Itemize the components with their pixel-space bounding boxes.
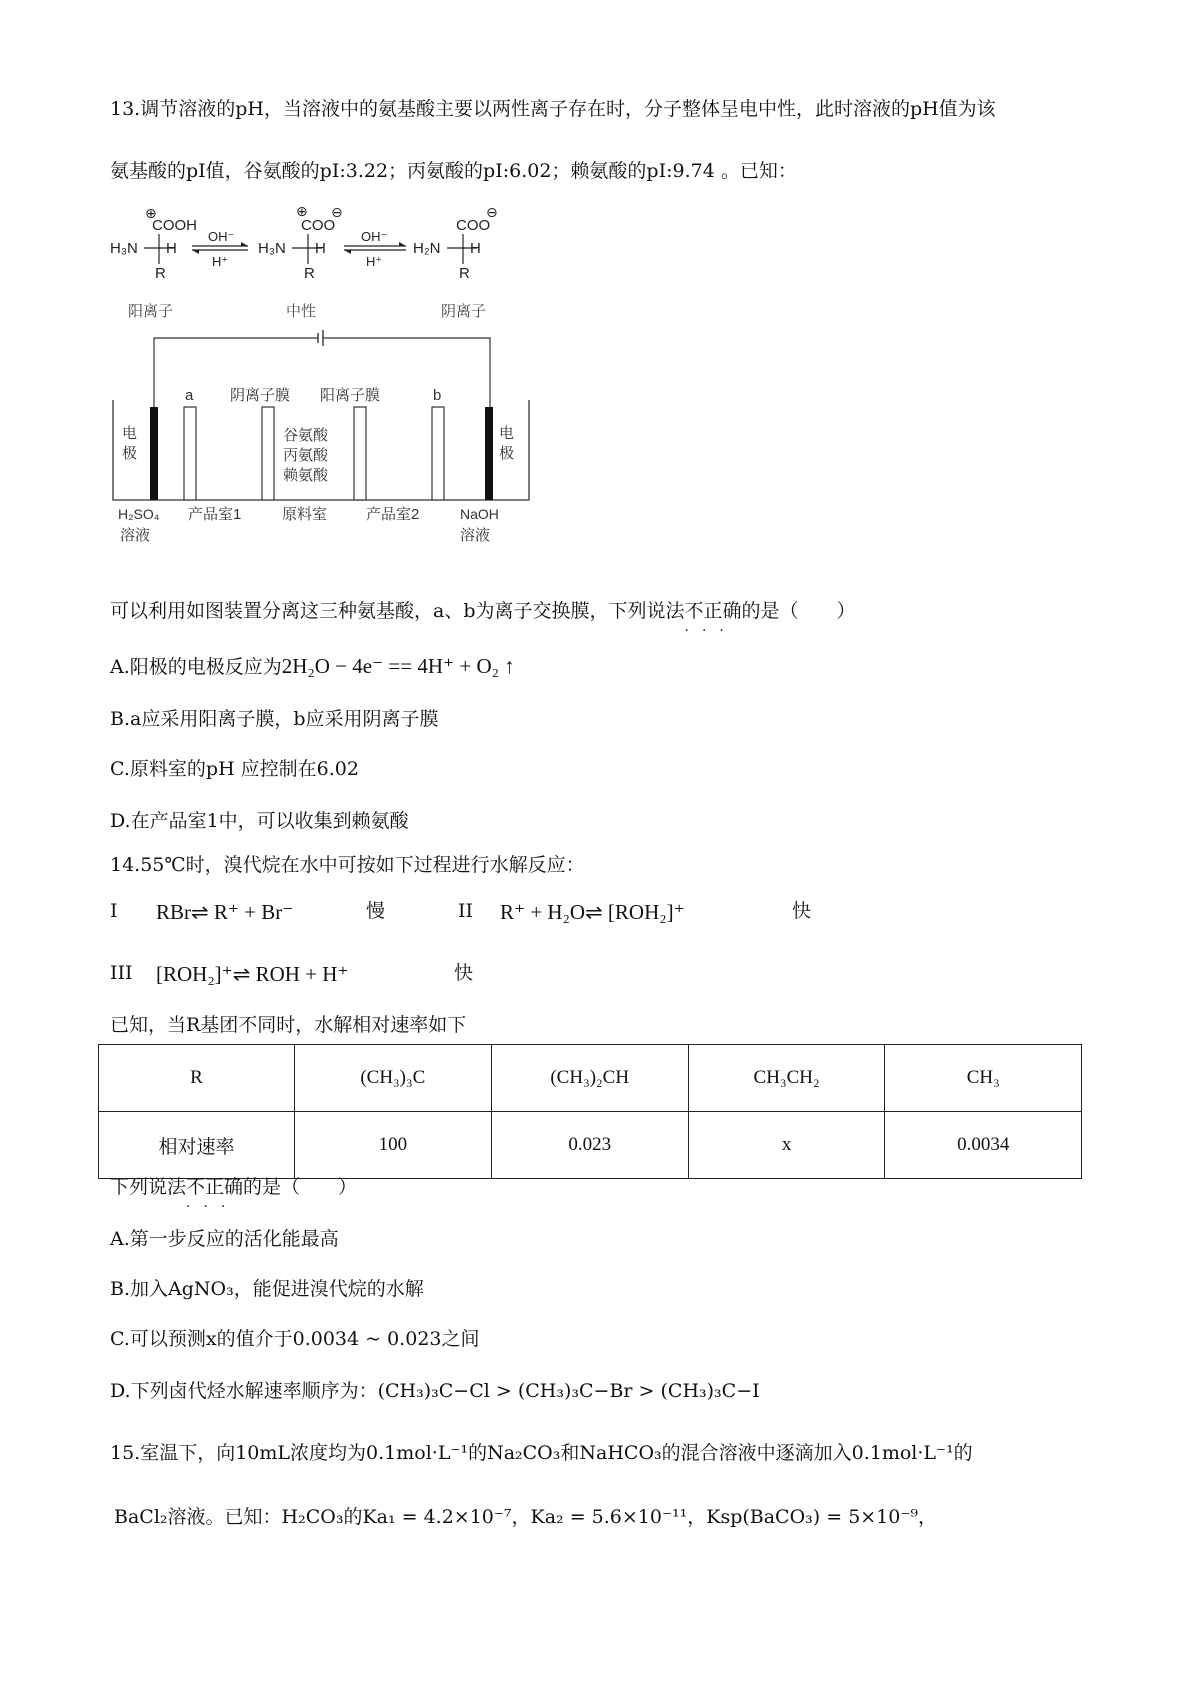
left-electrode-char2: 极	[122, 445, 138, 462]
neutral-h: H	[315, 240, 326, 257]
neutral-minus: ⊖	[331, 204, 343, 220]
membrane-anion	[262, 407, 274, 500]
arrow1-h: H⁺	[212, 254, 229, 269]
q14-step2-equation: R⁺ + H₂O⇌ [ROH₂]⁺	[500, 900, 685, 924]
table-cell: 0.023	[491, 1112, 688, 1179]
neutral-label: 中性	[286, 303, 317, 320]
anion-r: R	[459, 265, 470, 282]
q13-option-d: D.在产品室1中，可以收集到赖氨酸	[110, 810, 409, 832]
anion-membrane-label: 阴离子膜	[230, 387, 291, 404]
q14-stem: 下列说法不正确 ··· 的是（ ）	[110, 1176, 358, 1215]
membrane-b	[432, 407, 444, 500]
amino-acid-2: 丙氨酸	[283, 447, 329, 464]
table-row-header	[99, 1045, 1082, 1112]
right-electrode	[485, 407, 493, 500]
q13-option-a: A.阳极的电极反应为2H₂O − 4e⁻ == 4H⁺ + O₂ ↑	[110, 654, 515, 678]
q14-emphasis: 不正确 ···	[186, 1176, 244, 1215]
q13-option-c: C.原料室的pH 应控制在6.02	[110, 758, 359, 780]
amino-acid-electrodialysis-diagram	[110, 200, 580, 555]
equilibrium-arrow-2	[344, 229, 406, 269]
cation-structure	[110, 205, 197, 282]
q13-option-b: B.a应采用阳离子膜，b应采用阴离子膜	[110, 708, 439, 730]
table-cell: 0.0034	[885, 1112, 1082, 1179]
q15-line1: 15.室温下，向10mL浓度均为0.1mol·L⁻¹的Na₂CO₃和NaHCO₃的混合溶液中逐滴加入0.1mol·L⁻¹的	[110, 1442, 973, 1464]
q14-step2-number: II	[458, 900, 474, 922]
neutral-coo: COO	[301, 217, 336, 234]
neutral-r: R	[304, 265, 315, 282]
anion-h: H	[470, 240, 481, 257]
q14-step1-number: I	[110, 900, 118, 922]
arrow2-h: H⁺	[366, 254, 383, 269]
table-cell: R	[99, 1045, 295, 1112]
q13-emphasis: 不正确 ···	[684, 600, 742, 639]
neutral-structure	[258, 203, 343, 282]
anion-coo: COO	[456, 217, 491, 234]
right-electrode-char1: 电	[499, 425, 515, 442]
q13-line1: 13.调节溶液的pH，当溶液中的氨基酸主要以两性离子存在时，分子整体呈电中性，此时溶液的pH值为该	[110, 98, 996, 120]
product-room-2: 产品室2	[366, 506, 420, 523]
q14-step1-equation: RBr⇌ R⁺ + Br⁻	[156, 900, 294, 924]
table-cell: 100	[294, 1112, 491, 1179]
table-cell: (CH₃)₃C	[294, 1045, 491, 1112]
q14-known: 已知，当R基团不同时，水解相对速率如下	[110, 1014, 467, 1036]
anion-h2n: H₂N	[413, 240, 441, 257]
neutral-h3n: H₃N	[258, 240, 286, 257]
left-electrode	[150, 407, 158, 500]
table-cell: 相对速率	[99, 1112, 295, 1179]
right-electrode-char2: 极	[499, 445, 515, 462]
arrow1-oh: OH⁻	[208, 229, 235, 244]
table-cell: CH₃CH₂	[688, 1045, 885, 1112]
left-electrode-char1: 电	[122, 425, 138, 442]
anion-structure	[413, 204, 498, 282]
q14-step2-rate: 快	[792, 900, 812, 922]
q14-option-d: D.下列卤代烃水解速率顺序为：(CH₃)₃C−Cl > (CH₃)₃C−Br > (CH₃)₃C−I	[110, 1380, 760, 1402]
table-row-rates	[99, 1112, 1082, 1179]
amino-acid-1: 谷氨酸	[283, 427, 329, 444]
q14-step1-rate: 慢	[366, 900, 386, 922]
q14-option-c: C.可以预测x的值介于0.0034 ~ 0.023之间	[110, 1328, 480, 1350]
cation-h: H	[166, 240, 177, 257]
cation-r: R	[155, 265, 166, 282]
table-cell: (CH₃)₂CH	[491, 1045, 688, 1112]
left-solution: H₂SO₄	[118, 506, 160, 522]
label-b: b	[433, 387, 442, 404]
left-solution-2: 溶液	[120, 527, 151, 544]
table-cell: x	[688, 1112, 885, 1179]
anion-minus: ⊖	[486, 204, 498, 220]
q14-step3-number: III	[110, 962, 133, 984]
amino-acid-3: 赖氨酸	[283, 467, 329, 484]
q13-stem: 可以利用如图装置分离这三种氨基酸，a、b为离子交换膜，下列说法不正确 ··· 的是（ ）	[110, 600, 856, 639]
q14-step3-rate: 快	[454, 962, 474, 984]
cation-label: 阳离子	[128, 303, 174, 320]
cation-cooh: COOH	[152, 217, 197, 234]
equilibrium-arrow-1	[192, 229, 248, 269]
q14-intro: 14.55℃时，溴代烷在水中可按如下过程进行水解反应：	[110, 854, 585, 876]
q15-line2: BaCl₂溶液。已知：H₂CO₃的Ka₁ = 4.2×10⁻⁷，Ka₂ = 5.6×10⁻¹¹，Ksp(BaCO₃) = 5×10⁻⁹，	[114, 1506, 938, 1528]
cation-membrane-label: 阳离子膜	[320, 387, 381, 404]
q13-line2: 氨基酸的pI值，谷氨酸的pI:3.22；丙氨酸的pI:6.02；赖氨酸的pI:9.74 。已知：	[110, 160, 797, 182]
arrow2-oh: OH⁻	[361, 229, 388, 244]
neutral-plus: ⊕	[296, 203, 308, 219]
q13-option-a-equation: 2H₂O − 4e⁻ == 4H⁺ + O₂ ↑	[281, 654, 515, 678]
q14-step3-equation: [ROH₂]⁺⇌ ROH + H⁺	[156, 962, 349, 986]
q14-option-a: A.第一步反应的活化能最高	[110, 1228, 339, 1250]
cation-plus: ⊕	[145, 205, 157, 221]
membrane-cation	[354, 407, 366, 500]
product-room-1: 产品室1	[188, 506, 242, 523]
label-a: a	[185, 387, 194, 404]
raw-material-room: 原料室	[282, 506, 328, 523]
anion-label: 阴离子	[441, 303, 487, 320]
q14-option-b: B.加入AgNO₃，能促进溴代烷的水解	[110, 1278, 424, 1300]
table-cell: CH₃	[885, 1045, 1082, 1112]
relative-rate-table	[98, 1044, 1082, 1179]
membrane-a	[184, 407, 196, 500]
right-solution-2: 溶液	[460, 527, 491, 544]
cation-h3n: H₃N	[110, 240, 138, 257]
right-solution: NaOH	[460, 506, 499, 522]
